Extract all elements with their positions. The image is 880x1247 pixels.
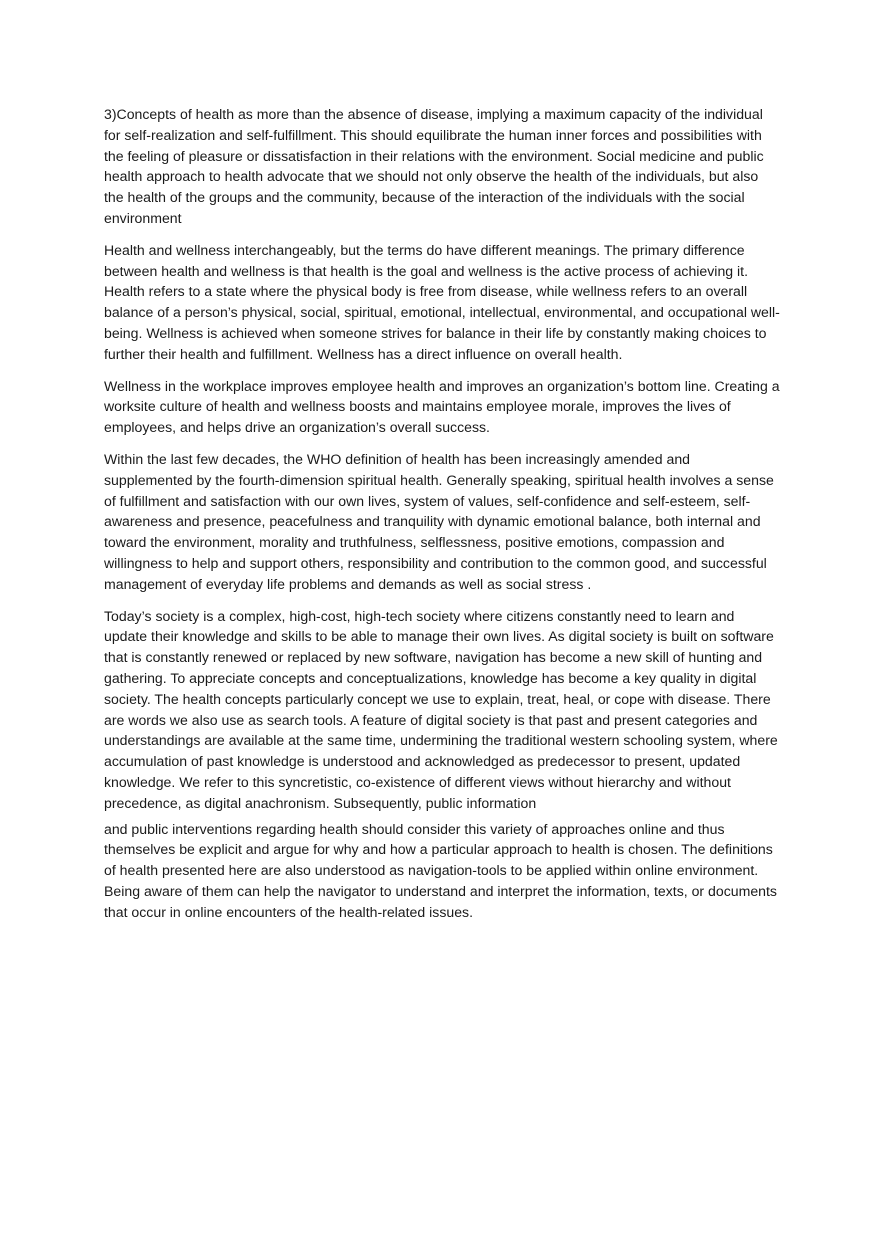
paragraph-health-concepts: 3)Concepts of health as more than the absence of disease, implying a maximum capacity of the individual for self-realization and self-fulfillment. This should equilibrate the human inner forces and possibilities with the feeling of pleasure or dissatisfaction in their relations with the environment. Social medicine and public health approach to health advocate that we should not only observe the health of the individuals, but also the health of the groups and the community, because of the interaction of the individuals with the social environment (104, 106, 764, 226)
paragraph-health-vs-wellness: Health and wellness interchangeably, but the terms do have different meanings. The primary difference between health and wellness is that health is the goal and wellness is the active process of achieving it. Health refers to a state where the physical body is free from disease, while wellness refers to an overall balance of a person’s physical, social, spiritual, emotional, intellectual, environmental, and occupational well-being. Wellness is achieved when someone strives for balance in their life by constantly making choices to further their health and fulfillment. Wellness has a direct influence on overall health. (104, 241, 780, 362)
paragraph-spiritual-health: Within the last few decades, the WHO definition of health has been increasingly amended and supplemented by the fourth-dimension spiritual health. Generally speaking, spiritual health involves a sense of fulfillment and satisfaction with our own lives, system of values, self-confidence and self-esteem, self-awareness and presence, peacefulness and tranquility with dynamic emotional balance, both internal and toward the environment, morality and truthfulness, selflessness, positive emotions, compassion and willingness to help and support others, responsibility and contribution to the common good, and successful management of everyday life problems and demands as well as social stress . (104, 450, 774, 592)
document-body (104, 104, 780, 933)
paragraph-public-interventions: and public interventions regarding health should consider this variety of approaches online and thus themselves be explicit and argue for why and how a particular approach to health is chosen. The definitions of health presented here are also understood as navigation-tools to be applied within online environment. Being aware of them can help the navigator to understand and interpret the information, texts, or documents that occur in online encounters of the health-related issues. (104, 820, 777, 920)
paragraph-workplace-wellness: Wellness in the workplace improves employee health and improves an organization’s bottom line. Creating a worksite culture of health and wellness boosts and maintains employee morale, improves the lives of employees, and helps drive an organization’s overall success. (104, 377, 780, 436)
paragraph-digital-society: Today’s society is a complex, high-cost, high-tech society where citizens constantly need to learn and update their knowledge and skills to be able to manage their own lives. As digital society is built on software that is constantly renewed or replaced by new software, navigation has become a new skill of hunting and gathering. To appreciate concepts and conceptualizations, knowledge has become a key quality in digital society. The health concepts particularly concept we use to explain, treat, heal, or cope with disease. There are words we also use as search tools. A feature of digital society is that past and present categories and understandings are available at the same time, undermining the traditional western schooling system, where accumulation of past knowledge is understood and acknowledged as predecessor to present, updated knowledge. We refer to this syncretistic, co-existence of different views without hierarchy and without precedence, as digital anachronism. Subsequently, public information (104, 607, 778, 811)
